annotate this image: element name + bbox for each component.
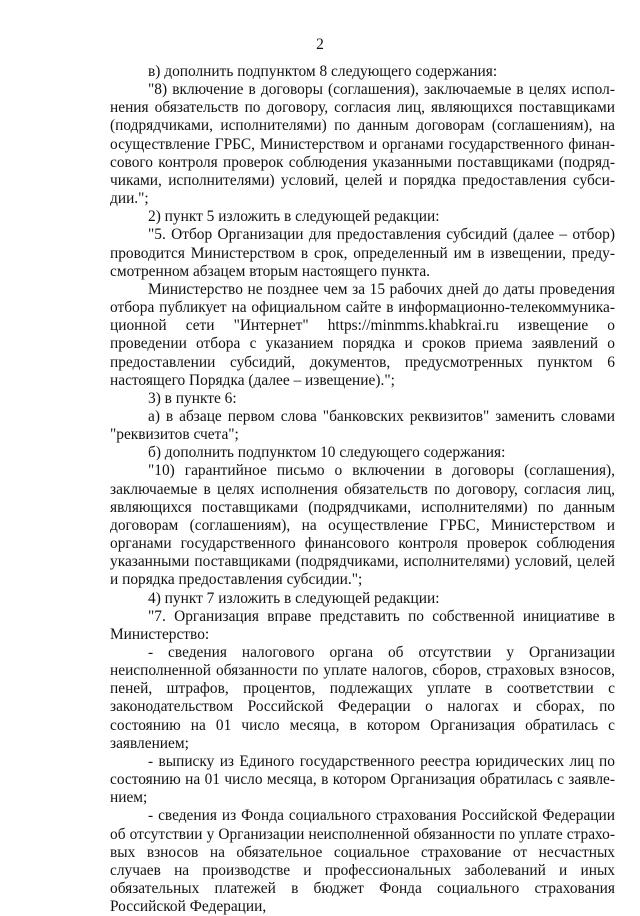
paragraph: а) в абзаце первом слова "банковских реквизитов" заменить словами "реквизитов счета";	[110, 407, 615, 444]
paragraph: - сведения налогового органа об отсутствии у Организации неисполненной обязанности по уплате налогов, сборов, страховых взносов, пеней, штрафов, процентов, подлежащих уплате в соответствии с законодательством Российской Федерации о налогах и сборах, по состоянию на 01 число месяца, в котором Организация обратилась с заявлением;	[110, 644, 615, 752]
page-number: 2	[316, 36, 324, 53]
document-body	[110, 63, 615, 916]
paragraph: 3) в пункте 6:	[148, 389, 237, 407]
paragraph: 2) пункт 5 изложить в следующей редакции:	[148, 208, 440, 226]
paragraph: "5. Отбор Организации для предоставления субсидий (далее – отбор) проводится Министерством в срок, определенный им в извещении, предусмотренном абзацем вторым настоящего пункта.	[110, 226, 615, 280]
paragraph: "7. Организация вправе представить по собственной инициативе в Министерство:	[110, 607, 615, 643]
paragraph: - сведения из Фонда социального страхования Российской Федерации об отсутствии у Организации неисполненной обязанности по уплате страховых взносов на обязательное социальное страхование от несчастных случаев на производстве и профессиональных заболеваний и иных обязательных платежей в бюджет Фонда социального страхования Российской Федерации,	[110, 807, 615, 916]
paragraph: "8) включение в договоры (соглашения), заключаемые в целях исполнения обязательств по договору, согласия лиц, являющихся поставщиками (подрядчиками, исполнителями) по данным договорам (соглашениям), на осуществление ГРБС, Министерством и органами государственного финансового контроля проверок соблюдения указанными поставщиками (подрядчиками, исполнителями) условий, целей и порядка предоставления субсидии.";	[110, 81, 615, 208]
paragraph: "10) гарантийное письмо о включении в договоры (соглашения), заключаемые в целях исполнения обязательств по договору, согласия лиц, являющихся поставщиками (подрядчиками, исполнителями) по данным договорам (соглашениям), на осуществление ГРБС, Министерством и органами государственного финансового контроля проверок соблюдения указанными поставщиками (подрядчиками, исполнителями) условий, целей и порядка предоставления субсидии.";	[110, 462, 615, 589]
paragraph: в) дополнить подпунктом 8 следующего содержания:	[148, 63, 498, 80]
paragraph: б) дополнить подпунктом 10 следующего содержания:	[148, 444, 506, 462]
paragraph: Министерство не позднее чем за 15 рабочих дней до даты проведения отбора публикует на официальном сайте в информационно-телекоммуникационной сети "Интернет" https://minmms.khabkrai.ru извещение о проведении отбора с указанием порядка и сроков приема заявлений о предоставлении субсидий, документов, предусмотренных пунктом 6 настоящего Порядка (далее – извещение).";	[110, 280, 615, 389]
paragraph: 4) пункт 7 изложить в следующей редакции:	[148, 589, 440, 607]
paragraph: - выписку из Единого государственного реестра юридических лиц по состоянию на 01 число месяца, в котором Организация обратилась с заявлением;	[110, 752, 615, 807]
